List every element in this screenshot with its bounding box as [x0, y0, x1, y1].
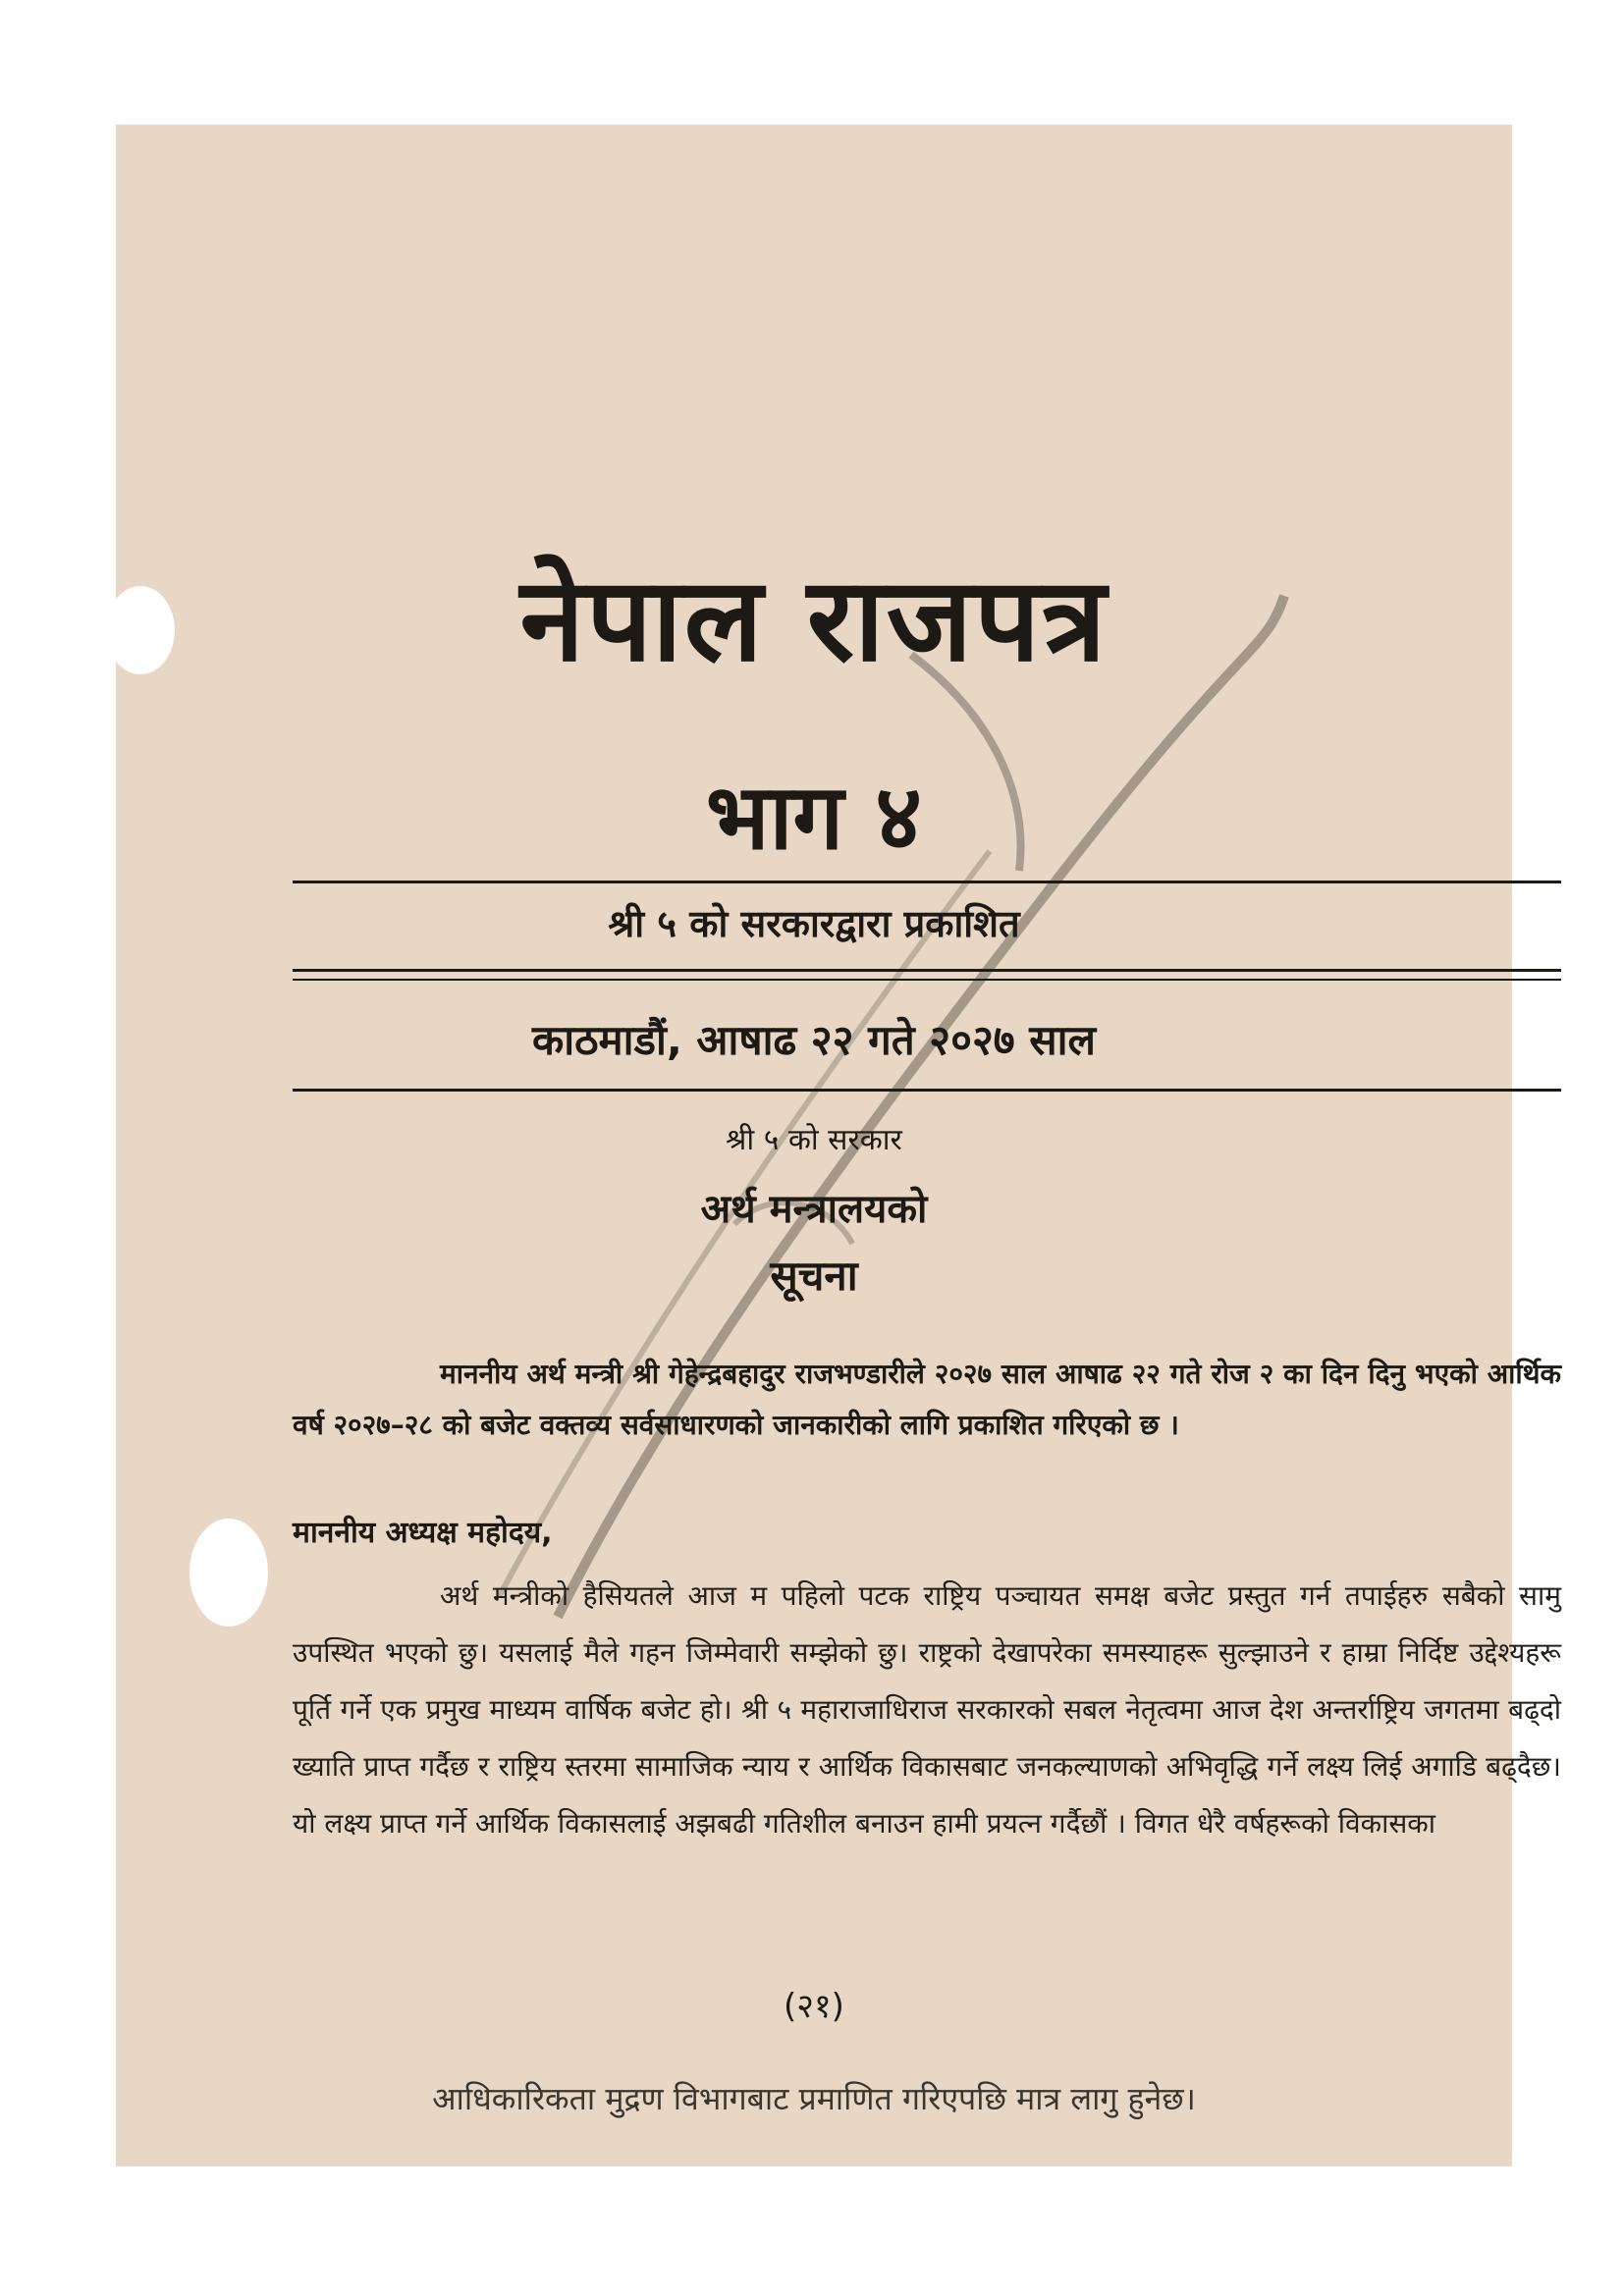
divider [293, 1089, 1561, 1092]
publisher-line: श्री ५ को सरकारद्वारा प्रकाशित [608, 902, 1020, 945]
speech-salutation: माननीय अध्यक्ष महोदय, [293, 1516, 553, 1550]
ministry-line: अर्थ मन्त्रालयको [700, 1187, 928, 1232]
divider [293, 979, 1561, 981]
speech-paragraph: अर्थ मन्त्रीको हैसियतले आज म पहिलो पटक राष्ट्रिय पञ्चायत समक्ष बजेट प्रस्तुत गर्न तपाईहरु सबैको सामु उपस्थित भएको छु। यसलाई मैले गहन जिम्मेवारी सम्झेको छु। राष्ट्रको देखापरेका समस्याहरू सुल्झाउने र हाम्रा निर्दिष्ट उद्देश्यहरू पूर्ति गर्ने एक प्रमुख माध्यम वार्षिक बजेट हो। श्री ५ महाराजाधिराज सरकारको सबल नेतृत्वमा आज देश अन्तर्राष्ट्रिय जगतमा बढ्दो ख्याति प्राप्त गर्दैछ र राष्ट्रिय स्तरमा सामाजिक न्याय र आर्थिक विकासबाट जनकल्याणको अभिवृद्धि गर्ने लक्ष्य लिई अगाडि बढ्दैछ। यो लक्ष्य प्राप्त गर्ने आर्थिक विकासलाई अझबढी गतिशील बनाउन हामी प्रयत्न गर्दैछौं । विगत धेरै वर्षहरूको विकासका [293, 1579, 1561, 1840]
government-line: श्री ५ को सरकार [726, 1123, 902, 1157]
divider [293, 881, 1561, 883]
gazette-page [116, 125, 1561, 2166]
stamp-watermark [440, 537, 1324, 1666]
notice-heading: सूचना [770, 1252, 858, 1300]
divider [293, 969, 1561, 972]
punch-hole-bottom [189, 1519, 268, 1627]
notice-body: माननीय अर्थ मन्त्री श्री गेहेन्द्रबहादुर राजभण्डारीले २०२७ साल आषाढ २२ गते रोज २ का दिन दिनु भएको आर्थिक वर्ष २०२७–२८ को बजेट वक्तव्य सर्वसाधारणको जानकारीको लागि प्रकाशित गरिएको छ । [293, 1358, 1561, 1441]
footer-note: आधिकारिकता मुद्रण विभागबाट प्रमाणित गरिएपछि मात्र लागु हुनेछ। [432, 2080, 1196, 2117]
dateline: काठमाडौं, आषाढ २२ गते २०२७ साल [531, 1016, 1097, 1064]
gazette-part: भाग ४ [705, 765, 923, 870]
gazette-title: नेपाल राजपत्र [519, 552, 1109, 687]
page-number: (२१) [784, 1987, 844, 2026]
